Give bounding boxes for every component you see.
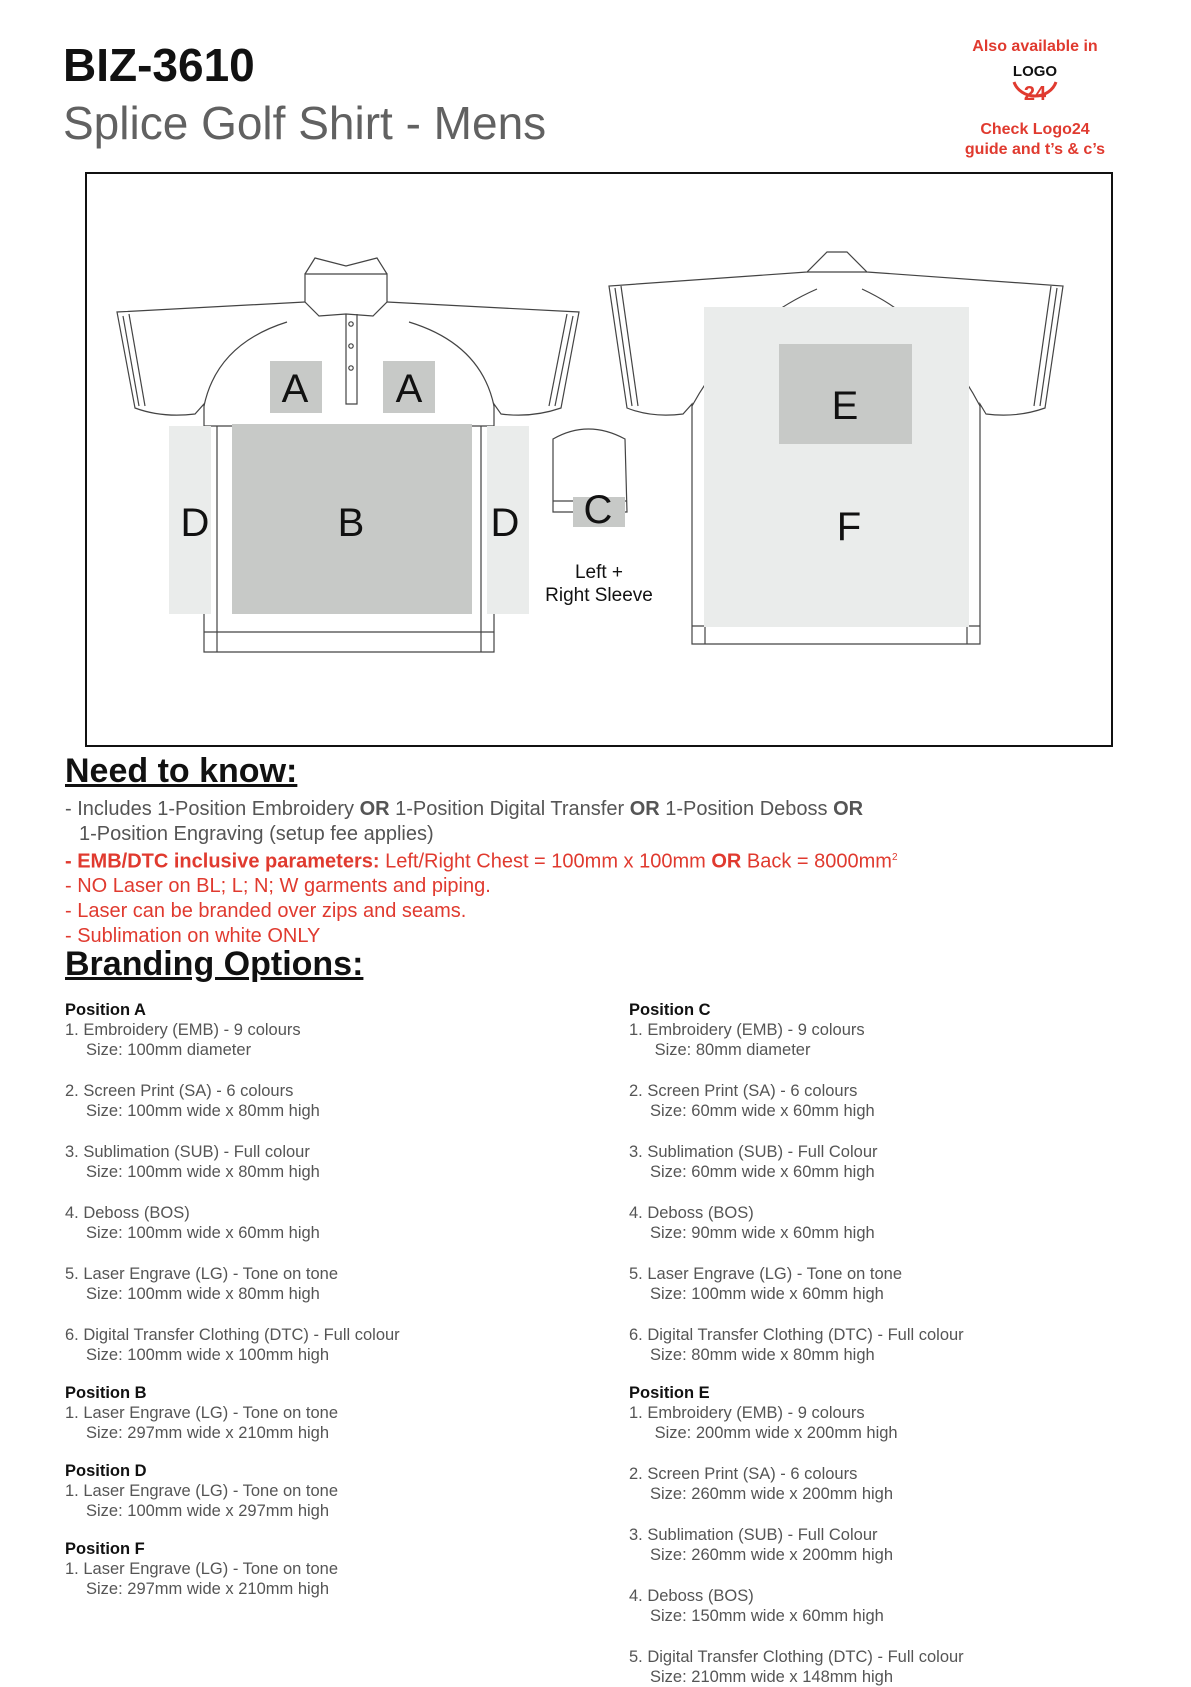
position-b-block (65, 1383, 605, 1443)
option-method: 5. Digital Transfer Clothing (DTC) - Full colour (629, 1648, 964, 1666)
position-b-title: Position B (65, 1384, 147, 1402)
need-line-3 (65, 846, 1125, 874)
need-line-1-part1: - Includes 1-Position Embroidery (65, 798, 360, 820)
label-c: C (583, 488, 613, 532)
option-size: Size: 90mm wide x 60mm high (650, 1224, 875, 1242)
need-line-4: - NO Laser on BL; L; N; W garments and piping. (65, 875, 491, 898)
option-item (629, 1020, 1169, 1060)
option-size: Size: 100mm wide x 80mm high (86, 1102, 320, 1120)
logo24-number: 24 (1023, 83, 1047, 105)
option-method: 3. Sublimation (SUB) - Full Colour (629, 1526, 878, 1544)
option-size: Size: 100mm wide x 80mm high (86, 1163, 320, 1181)
option-method: 6. Digital Transfer Clothing (DTC) - Full colour (65, 1326, 400, 1344)
option-size: Size: 200mm wide x 200mm high (650, 1424, 898, 1442)
option-item (65, 1203, 605, 1243)
option-item (629, 1464, 1169, 1504)
option-item (629, 1586, 1169, 1626)
branding-options-heading: Branding Options: (65, 945, 364, 983)
sleeve-caption-line1: Left + (574, 562, 624, 583)
option-size: Size: 210mm wide x 148mm high (650, 1668, 894, 1686)
option-method: 4. Deboss (BOS) (629, 1587, 754, 1605)
need-line-6: - Sublimation on white ONLY (65, 924, 321, 947)
label-b: B (337, 501, 365, 545)
option-method: 1. Embroidery (EMB) - 9 colours (629, 1021, 865, 1039)
option-item (629, 1325, 1169, 1365)
option-item (65, 1081, 605, 1121)
option-item (629, 1403, 1169, 1443)
need-line-1-part2: 1-Position Digital Transfer (389, 798, 630, 820)
label-f: F (836, 505, 862, 549)
guide-line: guide and t’s & c’s (964, 141, 1106, 158)
position-d-title: Position D (65, 1462, 147, 1480)
option-size: Size: 260mm wide x 200mm high (650, 1546, 894, 1564)
option-item (65, 1264, 605, 1304)
need-line-3-part1: Left/Right Chest = 100mm x 100mm (379, 850, 712, 873)
product-code: BIZ-3610 (63, 39, 255, 91)
option-method: 6. Digital Transfer Clothing (DTC) - Full colour (629, 1326, 964, 1344)
option-size: Size: 80mm wide x 80mm high (650, 1346, 875, 1364)
option-method: 4. Deboss (BOS) (65, 1204, 190, 1222)
position-a-title: Position A (65, 1001, 146, 1019)
option-method: 3. Sublimation (SUB) - Full colour (65, 1143, 310, 1161)
logo24-word: LOGO (1012, 63, 1058, 80)
option-size: Size: 100mm diameter (86, 1041, 252, 1059)
option-method: 4. Deboss (BOS) (629, 1204, 754, 1222)
option-method: 1. Embroidery (EMB) - 9 colours (65, 1021, 301, 1039)
position-c-title: Position C (629, 1001, 711, 1019)
option-size: Size: 100mm wide x 80mm high (86, 1285, 320, 1303)
option-method: 3. Sublimation (SUB) - Full Colour (629, 1143, 878, 1161)
option-item (629, 1647, 1169, 1687)
option-size: Size: 100mm wide x 100mm high (86, 1346, 330, 1364)
option-item (65, 1481, 605, 1521)
garment-diagram (85, 172, 1113, 747)
option-method: 2. Screen Print (SA) - 6 colours (629, 1465, 858, 1483)
option-item (629, 1142, 1169, 1182)
label-d-left: D (180, 501, 210, 545)
need-to-know-heading: Need to know: (65, 752, 298, 790)
check-logo24-text (950, 120, 1120, 160)
need-line-3-or: OR (711, 850, 742, 873)
option-size: Size: 260mm wide x 200mm high (650, 1485, 894, 1503)
need-line-1-or2: OR (629, 798, 660, 820)
product-title: Splice Golf Shirt - Mens (63, 97, 547, 149)
need-line-1-or1: OR (359, 798, 390, 820)
option-size: Size: 60mm wide x 60mm high (650, 1163, 875, 1181)
option-method: 1. Laser Engrave (LG) - Tone on tone (65, 1404, 339, 1422)
option-method: 5. Laser Engrave (LG) - Tone on tone (65, 1265, 339, 1283)
option-size: Size: 100mm wide x 297mm high (86, 1502, 330, 1520)
need-line-3-sup: 2 (891, 852, 898, 864)
option-method: 1. Embroidery (EMB) - 9 colours (629, 1404, 865, 1422)
option-item (629, 1264, 1169, 1304)
option-size: Size: 100mm wide x 60mm high (650, 1285, 884, 1303)
need-line-3-bold: - EMB/DTC inclusive parameters: (65, 850, 380, 873)
option-size: Size: 150mm wide x 60mm high (650, 1607, 884, 1625)
option-item (629, 1525, 1169, 1565)
also-available-text: Also available in (972, 38, 1098, 55)
branding-column-right (629, 1000, 1169, 1687)
logo24-notice (950, 38, 1120, 160)
position-e-block (629, 1383, 1169, 1687)
logo24-icon (1005, 60, 1065, 116)
need-line-5: - Laser can be branded over zips and seams. (65, 900, 467, 923)
option-method: 5. Laser Engrave (LG) - Tone on tone (629, 1265, 903, 1283)
option-method: 2. Screen Print (SA) - 6 colours (65, 1082, 294, 1100)
position-e-title: Position E (629, 1384, 710, 1402)
position-d-block (65, 1461, 605, 1521)
need-line-2: 1-Position Engraving (setup fee applies) (79, 822, 434, 845)
need-to-know-list (65, 797, 1125, 948)
need-line-3-part2: Back = 8000mm (741, 850, 892, 873)
option-item (65, 1559, 605, 1599)
option-item (629, 1081, 1169, 1121)
position-c-block (629, 1000, 1169, 1365)
position-f-block (65, 1539, 605, 1599)
option-method: 1. Laser Engrave (LG) - Tone on tone (65, 1482, 339, 1500)
need-line-1-part3: 1-Position Deboss (659, 798, 834, 820)
need-line-1 (65, 797, 1125, 822)
option-item (629, 1203, 1169, 1243)
option-size: Size: 297mm wide x 210mm high (86, 1580, 330, 1598)
position-f-title: Position F (65, 1540, 145, 1558)
branding-column-left (65, 1000, 605, 1599)
option-item (65, 1020, 605, 1060)
option-item (65, 1325, 605, 1365)
label-e: E (831, 384, 859, 428)
check-logo24-line: Check Logo24 (980, 121, 1090, 138)
need-line-1-or3: OR (833, 798, 864, 820)
sleeve-caption-line2: Right Sleeve (545, 585, 653, 606)
position-a-block (65, 1000, 605, 1365)
option-size: Size: 100mm wide x 60mm high (86, 1224, 320, 1242)
label-d-right: D (490, 501, 520, 545)
option-method: 1. Laser Engrave (LG) - Tone on tone (65, 1560, 339, 1578)
label-a-left: A (281, 367, 309, 411)
label-a-right: A (395, 367, 423, 411)
option-size: Size: 60mm wide x 60mm high (650, 1102, 875, 1120)
shirt-diagram-svg (87, 174, 1111, 745)
option-item (65, 1142, 605, 1182)
option-size: Size: 297mm wide x 210mm high (86, 1424, 330, 1442)
option-item (65, 1403, 605, 1443)
option-size: Size: 80mm diameter (650, 1041, 811, 1059)
option-method: 2. Screen Print (SA) - 6 colours (629, 1082, 858, 1100)
